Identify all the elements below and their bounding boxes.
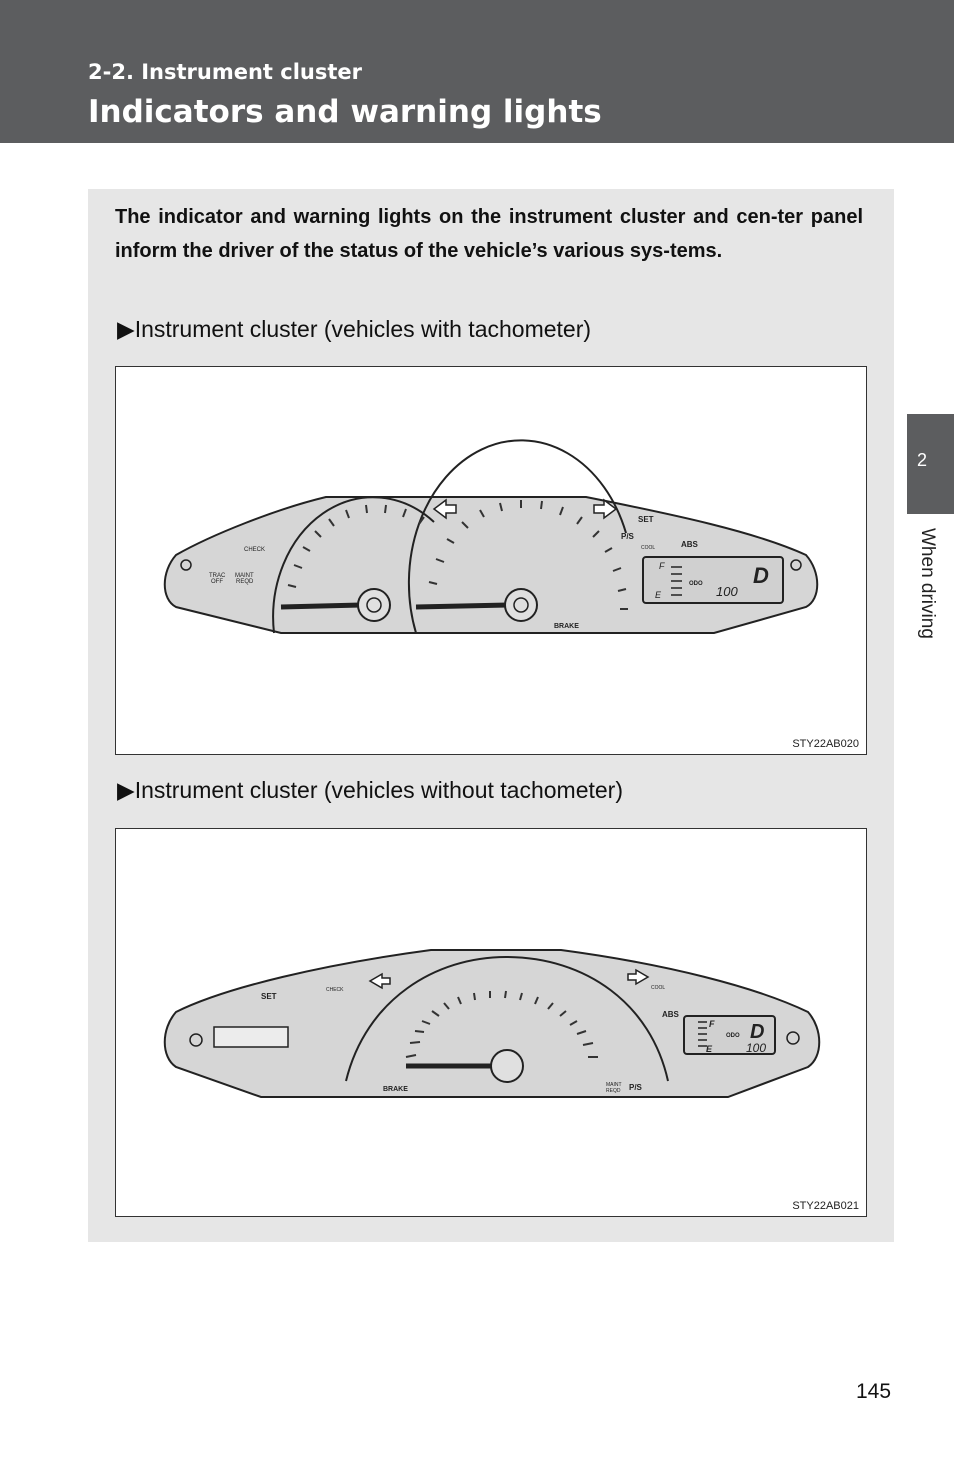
figure-code: STY22AB020 (792, 738, 859, 750)
reqd-label: REQD (236, 579, 254, 585)
gear-indicator: D (750, 1021, 765, 1043)
fuel-empty-label: E (706, 1044, 713, 1054)
set-label: SET (638, 515, 654, 524)
gear-indicator: D (753, 563, 769, 588)
figure-tachometer-cluster (115, 366, 867, 755)
trac-label: TRAC (209, 573, 226, 579)
figure-caption-tachometer: ▶Instrument cluster (vehicles with tachometer) (117, 316, 592, 342)
page-header (0, 0, 954, 143)
abs-label: ABS (681, 540, 698, 549)
cool-label: COOL (641, 545, 656, 551)
fuel-full-label: F (659, 561, 665, 571)
tachometer-cluster-illustration (116, 367, 866, 754)
check-label: CHECK (244, 547, 266, 553)
check-label: CHECK (326, 987, 344, 993)
cool-label: COOL (651, 985, 666, 991)
odo-value: 100 (746, 1041, 767, 1055)
figure-caption-no-tachometer: ▶Instrument cluster (vehicles without tachometer) (117, 777, 623, 803)
maint-label: MAINT (606, 1082, 622, 1088)
fuel-full-label: F (709, 1019, 715, 1029)
section-heading: 2-2. Instrument cluster (88, 60, 362, 84)
fuel-empty-label: E (655, 590, 662, 600)
figure-no-tachometer-cluster (115, 828, 867, 1217)
page-title: Indicators and warning lights (88, 94, 602, 130)
ps-label: P/S (629, 1083, 642, 1092)
odo-label: ODO (689, 581, 703, 587)
odo-value: 100 (716, 584, 738, 599)
maint-label: MAINT (235, 573, 254, 579)
chapter-label: When driving (917, 528, 938, 639)
chapter-tab (907, 414, 954, 514)
trac-off-label: OFF (211, 579, 223, 585)
ps-label: P/S (621, 532, 634, 541)
brake-label: BRAKE (383, 1086, 408, 1093)
brake-label: BRAKE (554, 623, 579, 630)
no-tachometer-cluster-illustration (116, 829, 866, 1216)
set-label: SET (261, 992, 277, 1001)
abs-label: ABS (662, 1010, 679, 1019)
page-number: 145 (856, 1380, 892, 1403)
intro-text: The indicator and warning lights on the instrument cluster and cen-ter panel inform the driver of the status of the vehicle’s various sys-tems. (115, 206, 863, 262)
odo-label: ODO (726, 1033, 740, 1039)
reqd-label: REQD (606, 1088, 621, 1094)
chapter-number: 2 (917, 450, 928, 470)
figure-code: STY22AB021 (792, 1200, 859, 1212)
